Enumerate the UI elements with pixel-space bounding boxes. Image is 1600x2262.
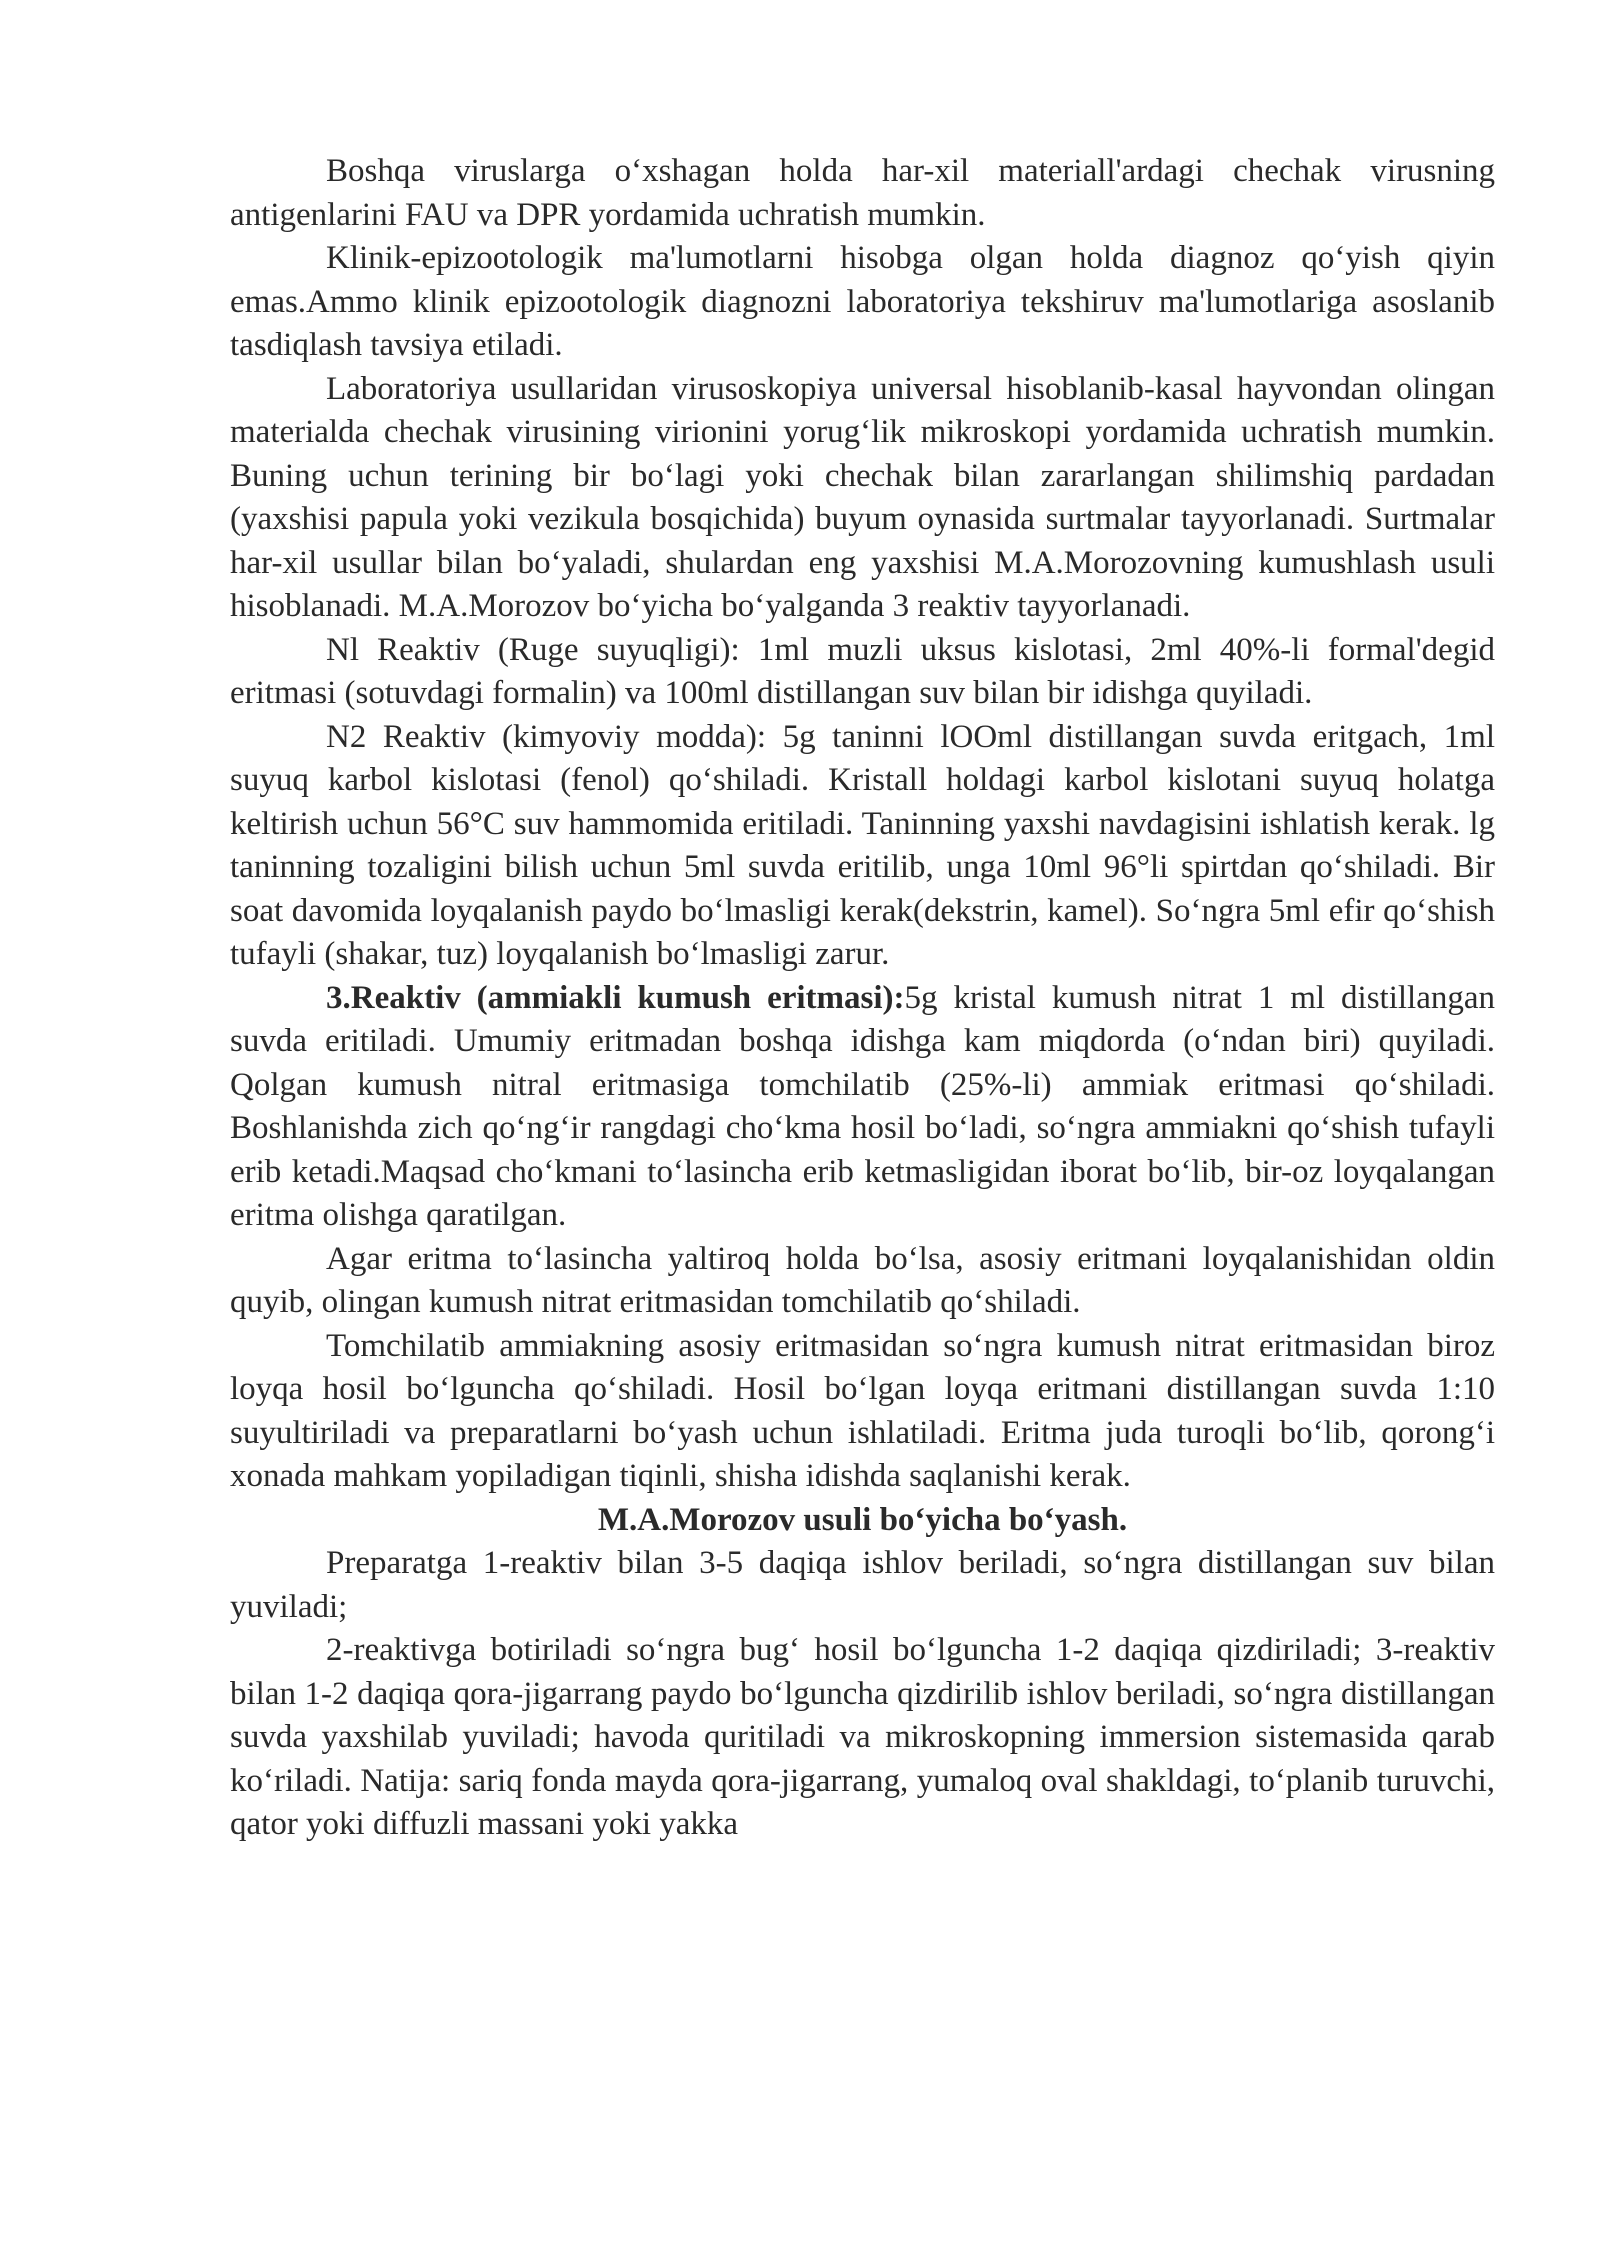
paragraph-virusoscopy: Laboratoriya usullaridan virusoskopiya universal hisoblanib-kasal hayvondan olingan materialda chechak virusining virionini yorug‘lik mikroskopi yordamida uchratish mumkin. Buning uchun terining bir bo‘lagi yoki chechak bilan zararlangan shilimshiq pardadan (yaxshisi papula yoki vezikula bosqichida) buyum oynasida surtmalar tayyorlanadi. Surtmalar har-xil usullar bilan bo‘yaladi, shulardan eng yaxshisi M.A.Morozovning kumushlash usuli hisoblanadi. M.A.Morozov bo‘yicha bo‘yalganda 3 reaktiv tayyorlanadi.	[230, 370, 1495, 624]
paragraph-step-2-3: 2-reaktivga botiriladi so‘ngra bug‘ hosil bo‘lguncha 1-2 daqiqa qizdiriladi; 3-reaktiv bilan 1-2 daqiqa qora-jigarrang paydo bo‘lguncha qizdirilib ishlov beriladi, so‘ngra distillangan suvda yaxshilab yuviladi; havoda quritiladi va mikroskopning immersion sistemasida qarab ko‘riladi. Natija: sariq fonda mayda qora-jigarrang, yumaloq oval shakldagi, to‘planib turuvchi, qator yoki diffuzli massani yoki yakka	[230, 1632, 1495, 1842]
paragraph-reagent-2: N2 Reaktiv (kimyoviy modda): 5g taninni lOOml distillangan suvda eritgach, 1ml suyuq karbol kislotasi (fenol) qo‘shiladi. Kristall holdagi karbol kislotani suyuq holatga keltirish uchun 56°C suv hammomida eritiladi. Taninning yaxshi navdagisini ishlatish kerak. lg taninning tozaligini bilish uchun 5ml suvda eritilib, unga 10ml 96°li spirtdan qo‘shiladi. Bir soat davomida loyqalanish paydo bo‘lmasligi kerak(dekstrin, kamel). So‘ngra 5ml efir qo‘shish tufayli (shakar, tuz) loyqalanish bo‘lmasligi zarur.	[230, 718, 1495, 972]
document-page	[230, 150, 1495, 1847]
paragraph-clinical-diagnosis: Klinik-epizootologik ma'lumotlarni hisobga olgan holda diagnoz qo‘yish qiyin emas.Ammo klinik epizootologik diagnozni laboratoriya tekshiruv ma'lumotlariga asoslanib tasdiqlash tavsiya etiladi.	[230, 240, 1495, 363]
paragraph-reagent-3	[230, 977, 1495, 1238]
reagent-3-text: 5g kristal kumush nitrat 1 ml distillangan suvda eritiladi. Umumiy eritmadan boshqa idishga kam miqdorda (o‘ndan biri) quyiladi. Qolgan kumush nitral eritmasiga tomchilatib (25%-li) ammiak eritmasi qo‘shiladi. Boshlanishda zich qo‘ng‘ir rangdagi cho‘kma hosil bo‘ladi, so‘ngra ammiakni qo‘shish tufayli erib ketadi.Maqsad cho‘kmani to‘lasincha erib ketmasligidan iborat bo‘lib, bir-oz loyqalangan eritma olishga qaratilgan.	[230, 979, 1495, 1233]
paragraph-dropwise-ammonia: Tomchilatib ammiakning asosiy eritmasidan so‘ngra kumush nitrat eritmasidan biroz loyqa hosil bo‘lguncha qo‘shiladi. Hosil bo‘lgan loyqa eritmani distillangan suvda 1:10 suyultiriladi va preparatlarni bo‘yash uchun ishlatiladi. Eritma juda turoqli bo‘lib, qorong‘i xonada mahkam yopiladigan tiqinli, shisha idishda saqlanishi kerak.	[230, 1327, 1495, 1494]
paragraph-antigen-detection: Boshqa viruslarga o‘xshagan holda har-xil materiall'ardagi chechak virusning antigenlarini FAU va DPR yordamida uchratish mumkin.	[230, 153, 1495, 233]
reagent-3-lead: 3.Reaktiv (ammiakli kumush eritmasi):	[326, 979, 905, 1016]
paragraph-step-1: Preparatga 1-reaktiv bilan 3-5 daqiqa ishlov beriladi, so‘ngra distillangan suv bilan yuviladi;	[230, 1545, 1495, 1625]
section-heading: M.A.Morozov usuli bo‘yicha bo‘yash.	[597, 1501, 1128, 1538]
paragraph-clear-solution: Agar eritma to‘lasincha yaltiroq holda bo‘lsa, asosiy eritmani loyqalanishidan oldin quyib, olingan kumush nitrat eritmasidan tomchilatib qo‘shiladi.	[230, 1240, 1495, 1320]
paragraph-reagent-1: Nl Reaktiv (Ruge suyuqligi): 1ml muzli uksus kislotasi, 2ml 40%-li formal'degid eritmasi (sotuvdagi formalin) va 100ml distillangan suv bilan bir idishga quyiladi.	[230, 631, 1495, 711]
